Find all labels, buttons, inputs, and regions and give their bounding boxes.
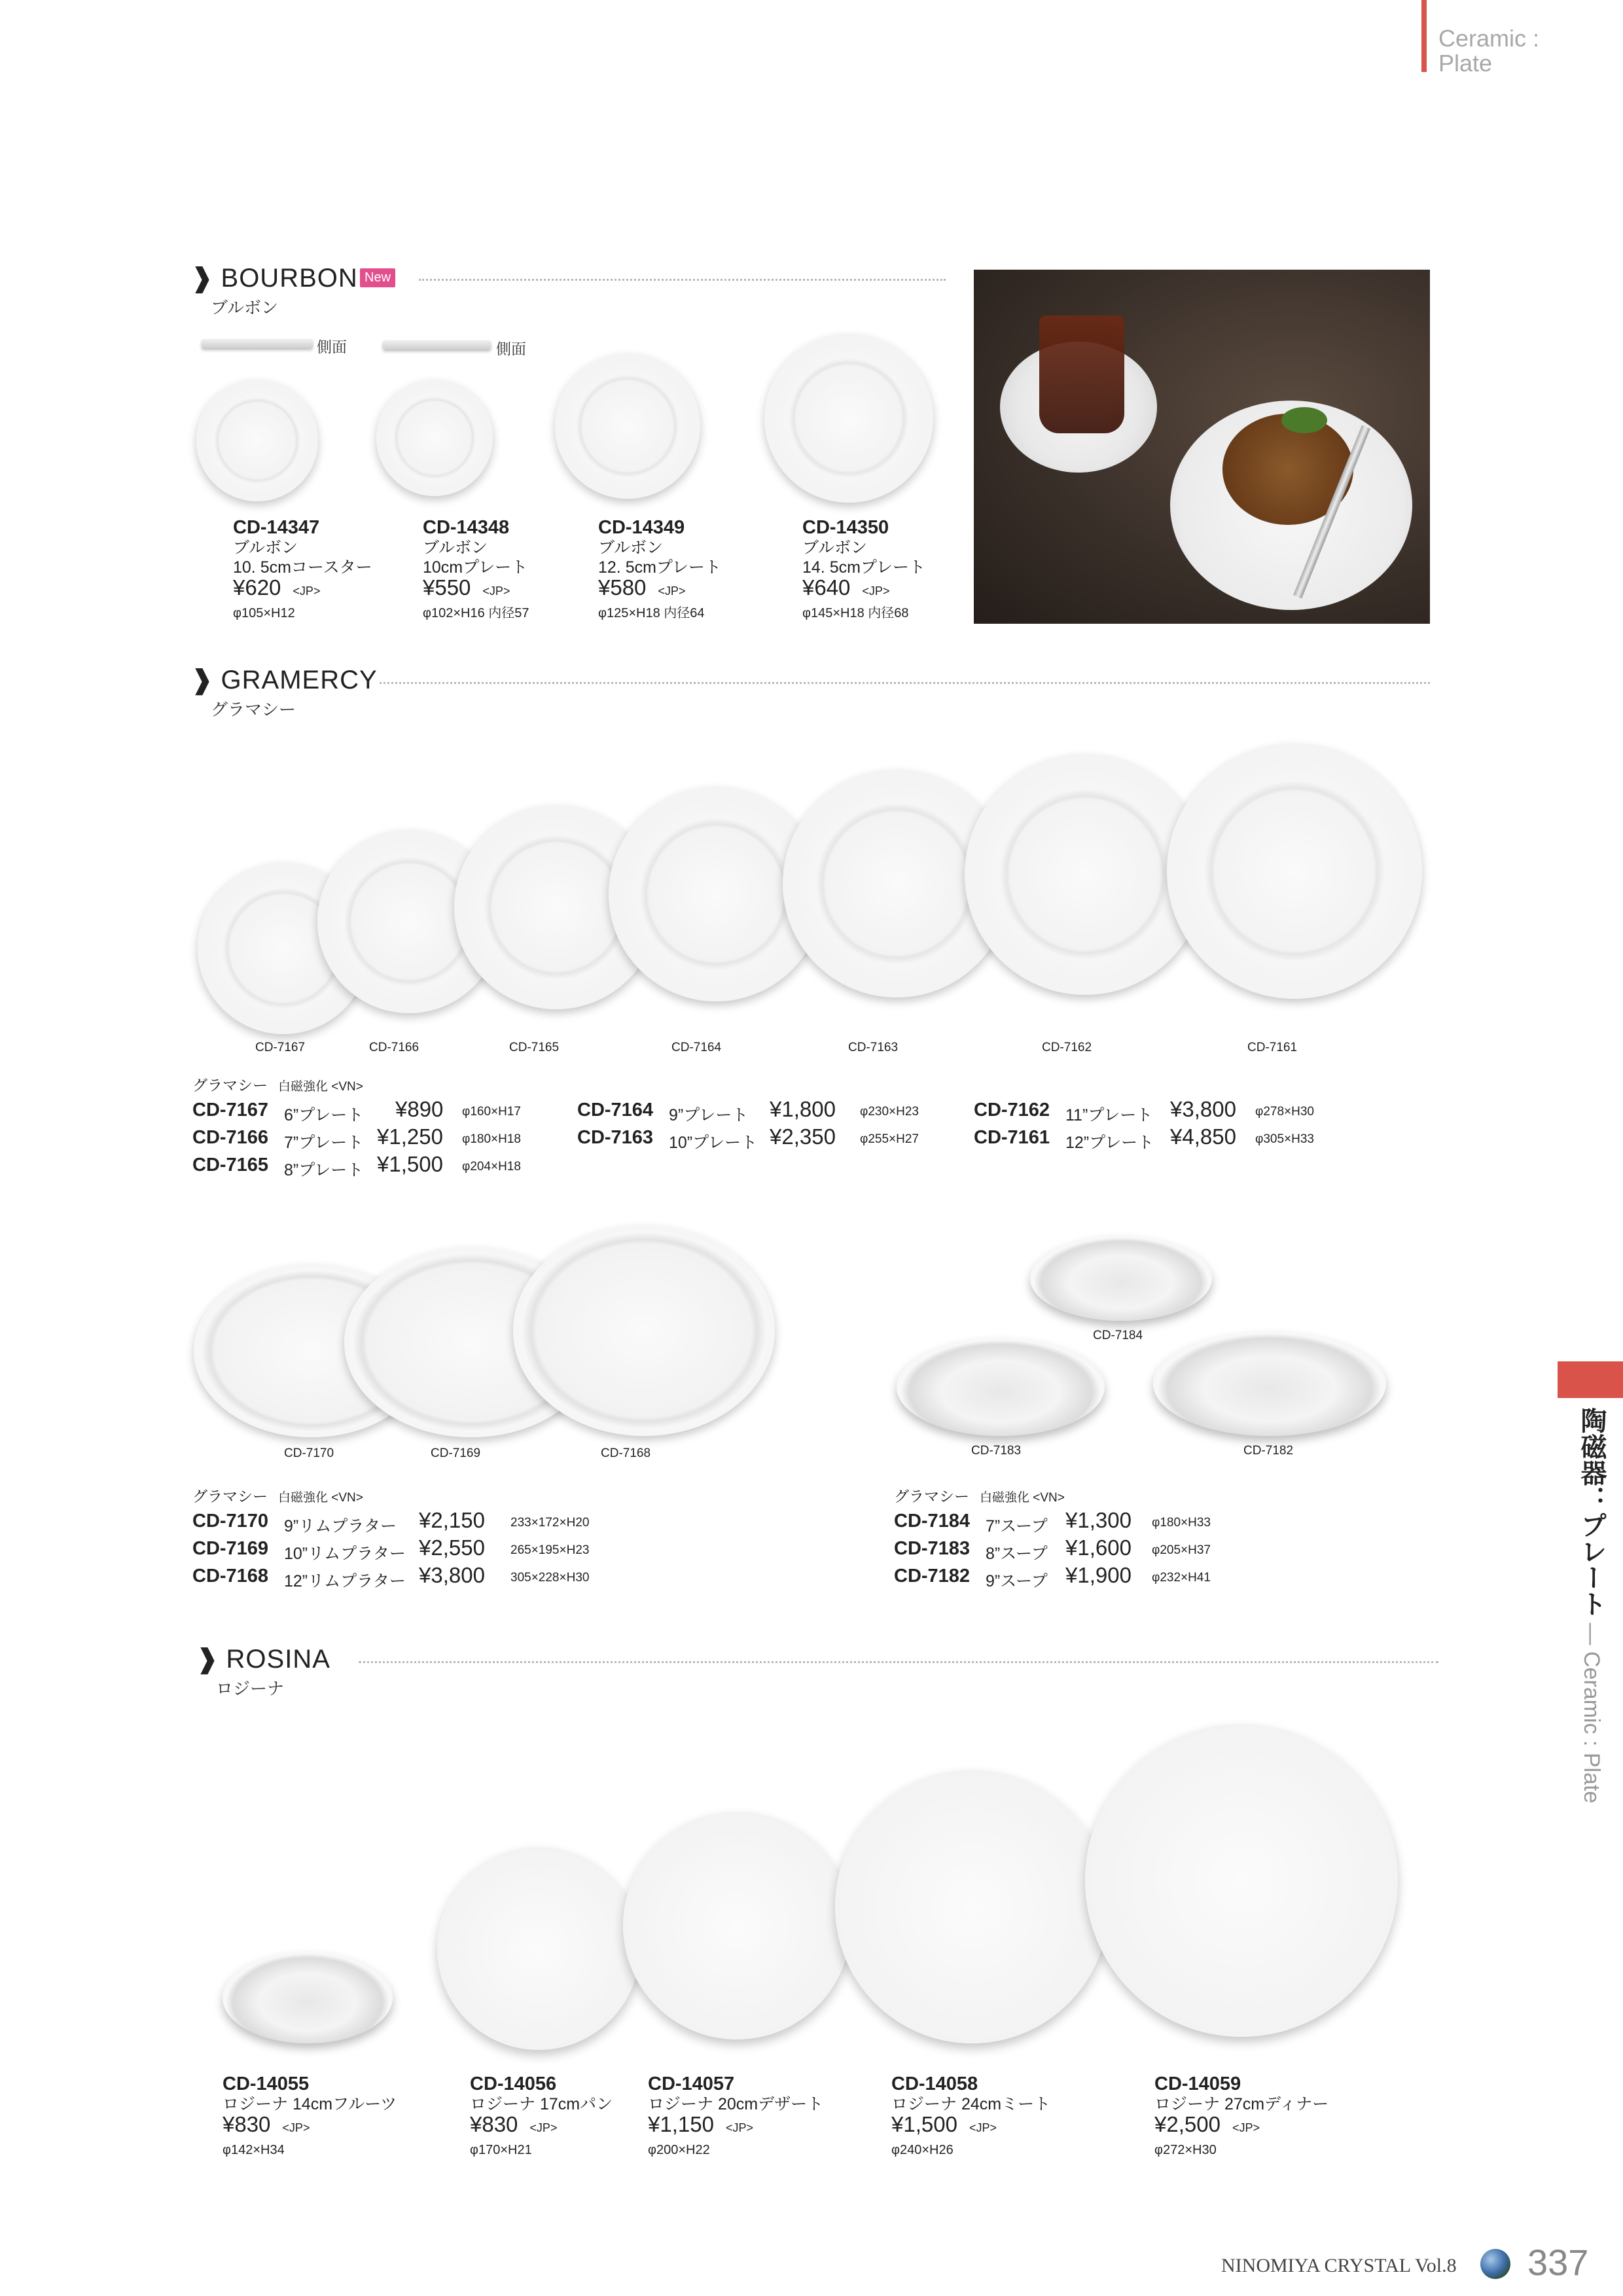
gramercy-heading (191, 665, 378, 721)
bourbon-title: BOURBON (221, 264, 358, 293)
caption-series: グラマシー (894, 1488, 969, 1505)
row-price: ¥1,900 (1065, 1563, 1132, 1587)
row-dims: φ255×H27 (860, 1132, 919, 1146)
table-caption (894, 1484, 1065, 1506)
row-name: 6”プレート (284, 1106, 364, 1124)
soup-code-label: CD-7182 (1243, 1444, 1294, 1458)
product-origin: <JP> (282, 2121, 310, 2134)
product-dimensions: φ272×H30 (1154, 2143, 1217, 2157)
row-dims: φ305×H33 (1255, 1132, 1314, 1146)
row-name: 11”プレート (1065, 1106, 1153, 1124)
row-name: 12”プレート (1065, 1134, 1154, 1152)
product-code: CD-14058 (891, 2073, 978, 2094)
row-price: ¥890 (395, 1097, 444, 1121)
row-price: ¥2,550 (419, 1535, 485, 1560)
product-price: ¥620 (233, 575, 281, 600)
side-view-plate (383, 340, 491, 350)
plate-cd-7161-image (1167, 744, 1422, 999)
plate-code-label: CD-7163 (848, 1041, 899, 1054)
row-code: CD-7183 (894, 1538, 971, 1559)
product-cd-14056 (470, 2073, 613, 2161)
bourbon-lifestyle-photo (974, 270, 1430, 624)
bourbon-coaster-image (196, 380, 318, 501)
product-code: CD-14350 (802, 517, 889, 538)
row-price: ¥2,150 (419, 1508, 485, 1532)
plate-code-label: CD-7166 (369, 1041, 419, 1054)
row-name: 7”プレート (284, 1134, 364, 1152)
side-view-label: 側面 (496, 341, 526, 358)
row-code: CD-7170 (192, 1511, 269, 1532)
row-name: 12”リムプラター (284, 1572, 406, 1590)
product-dimensions: φ142×H34 (223, 2143, 285, 2157)
gramercy-kana: グラマシー (211, 700, 296, 719)
gramercy-plates-table (192, 1073, 1436, 1178)
globe-icon (1480, 2249, 1510, 2279)
product-name: ロジーナ 20cmデザート (648, 2095, 824, 2113)
bourbon-heading (191, 263, 358, 319)
row-code: CD-7167 (192, 1100, 269, 1121)
rosina-title: ROSINA (226, 1645, 330, 1674)
product-name: ロジーナ 27cmディナー (1154, 2095, 1329, 2113)
header-accent-bar (1421, 0, 1427, 72)
product-price: ¥640 (802, 575, 851, 600)
row-name: 9”スープ (986, 1572, 1048, 1590)
product-origin: <JP> (293, 584, 321, 598)
product-code: CD-14059 (1154, 2073, 1241, 2094)
header-line-2: Plate (1438, 50, 1493, 77)
product-dimensions: φ200×H22 (648, 2143, 710, 2157)
product-name: 14. 5cmプレート (802, 558, 925, 577)
product-code: CD-14347 (233, 517, 320, 538)
soup-bowl-cd-7184-image (1030, 1236, 1212, 1321)
product-cd-14349 (598, 517, 721, 624)
product-price: ¥2,500 (1154, 2112, 1221, 2136)
row-code: CD-7168 (192, 1566, 269, 1587)
rosina-kana: ロジーナ (216, 1679, 285, 1698)
row-dims: 265×195×H23 (510, 1543, 590, 1557)
product-dimensions: φ125×H18 内径64 (598, 606, 705, 620)
product-dimensions: φ102×H16 内径57 (423, 606, 529, 620)
row-dims: 305×228×H30 (510, 1571, 590, 1585)
row-code: CD-7184 (894, 1511, 971, 1532)
platter-code-label: CD-7168 (601, 1446, 651, 1460)
row-dims: φ204×H18 (462, 1160, 521, 1174)
row-price: ¥1,800 (770, 1097, 836, 1121)
product-cd-14057 (648, 2073, 823, 2161)
product-code: CD-14348 (423, 517, 510, 538)
footer-catalog-name: NINOMIYA CRYSTAL Vol.8 (1221, 2255, 1457, 2276)
plate-code-label: CD-7164 (671, 1041, 722, 1054)
row-dims: φ160×H17 (462, 1105, 521, 1119)
row-price: ¥3,800 (419, 1563, 485, 1587)
side-label-dash: ― (1579, 1617, 1604, 1651)
bourbon-kana: ブルボン (211, 298, 278, 317)
plate-code-label: CD-7167 (255, 1041, 306, 1054)
row-code: CD-7164 (577, 1100, 654, 1121)
mint-leaf-image (1281, 407, 1327, 433)
product-origin: <JP> (482, 584, 510, 598)
product-dimensions: φ105×H12 (233, 606, 295, 620)
gramercy-soups-table (894, 1484, 1431, 1590)
row-price: ¥3,800 (1170, 1097, 1236, 1121)
product-code: CD-14349 (598, 517, 685, 538)
row-price: ¥1,600 (1065, 1535, 1132, 1560)
tea-glass-image (1039, 315, 1124, 433)
row-name: 9”プレート (669, 1106, 749, 1124)
product-cd-14350 (802, 517, 925, 624)
row-dims: φ180×H33 (1152, 1516, 1211, 1530)
row-code: CD-7165 (192, 1155, 269, 1175)
product-price: ¥550 (423, 575, 471, 600)
product-origin: <JP> (969, 2121, 997, 2134)
product-code: CD-14055 (223, 2073, 310, 2094)
product-origin: <JP> (725, 2121, 753, 2134)
product-name: ロジーナ 24cmミート (891, 2095, 1051, 2113)
soup-bowl-cd-7182-image (1153, 1331, 1386, 1436)
divider (419, 279, 946, 281)
product-price: ¥830 (470, 2112, 518, 2136)
row-price: ¥1,500 (377, 1152, 443, 1176)
product-dimensions: φ170×H21 (470, 2143, 532, 2157)
platter-code-label: CD-7170 (284, 1446, 334, 1460)
row-price: ¥1,250 (377, 1124, 443, 1149)
product-origin: <JP> (658, 584, 686, 598)
product-dimensions: φ240×H26 (891, 2143, 954, 2157)
section-arrow-icon: ❱ (191, 666, 213, 694)
product-series: ブルボン (598, 539, 664, 557)
row-dims: 233×172×H20 (510, 1516, 590, 1530)
product-origin: <JP> (862, 584, 890, 598)
product-series: ブルボン (233, 539, 298, 557)
caption-material: 白磁強化 <VN> (278, 1080, 363, 1094)
row-dims: φ232×H41 (1152, 1571, 1211, 1585)
product-code: CD-14057 (648, 2073, 735, 2094)
product-name: 12. 5cmプレート (598, 558, 721, 577)
product-price: ¥1,500 (891, 2112, 957, 2136)
product-name: ロジーナ 17cmパン (470, 2095, 613, 2113)
rosina-fruit-bowl-image (223, 1952, 393, 2043)
bourbon-12cm-plate-image (555, 353, 700, 499)
row-name: 8”スープ (986, 1545, 1048, 1563)
product-origin: <JP> (1232, 2121, 1260, 2134)
row-dims: φ205×H37 (1152, 1543, 1211, 1557)
row-code: CD-7182 (894, 1566, 971, 1587)
row-code: CD-7166 (192, 1127, 269, 1148)
product-series: ブルボン (802, 539, 868, 557)
table-caption (192, 1484, 363, 1506)
new-badge: New (360, 268, 395, 287)
bourbon-10cm-plate-image (376, 380, 493, 496)
soup-bowl-cd-7183-image (897, 1338, 1105, 1436)
side-label-en: Ceramic : Plate (1579, 1651, 1604, 1804)
side-category-label (1573, 1407, 1611, 1803)
product-name: 10cmプレート (423, 558, 528, 577)
soup-code-label: CD-7184 (1093, 1329, 1143, 1342)
plate-code-label: CD-7161 (1247, 1041, 1298, 1054)
section-arrow-icon: ❱ (191, 264, 213, 293)
side-view-plate (202, 339, 313, 348)
product-cd-14059 (1154, 2073, 1329, 2161)
product-cd-14347 (233, 517, 372, 624)
row-dims: φ180×H18 (462, 1132, 521, 1146)
side-view-label: 側面 (317, 339, 347, 356)
caption-series: グラマシー (192, 1077, 268, 1094)
product-name: ロジーナ 14cmフルーツ (223, 2095, 397, 2113)
product-cd-14055 (223, 2073, 397, 2161)
product-price: ¥1,150 (648, 2112, 714, 2136)
row-dims: φ278×H30 (1255, 1105, 1314, 1119)
rosina-24cm-image (835, 1770, 1109, 2043)
divider (359, 1661, 1438, 1663)
header-line-1: Ceramic : (1438, 25, 1540, 52)
product-origin: <JP> (529, 2121, 558, 2134)
divider (380, 682, 1430, 684)
row-name: 10”リムプラター (284, 1545, 406, 1563)
row-code: CD-7169 (192, 1538, 269, 1559)
product-series: ブルボン (423, 539, 488, 557)
bourbon-14cm-plate-image (764, 334, 933, 503)
row-code: CD-7162 (974, 1100, 1050, 1121)
product-dimensions: φ145×H18 内径68 (802, 606, 909, 620)
product-price: ¥580 (598, 575, 647, 600)
rosina-27cm-image (1085, 1724, 1398, 2037)
row-price: ¥1,300 (1065, 1508, 1132, 1532)
platter-cd-7168-image (513, 1225, 775, 1436)
row-price: ¥4,850 (1170, 1124, 1236, 1149)
section-arrow-icon: ❱ (196, 1645, 219, 1674)
soup-code-label: CD-7183 (971, 1444, 1022, 1458)
row-dims: φ230×H23 (860, 1105, 919, 1119)
plate-code-label: CD-7165 (509, 1041, 560, 1054)
rosina-heading (196, 1644, 330, 1700)
product-price: ¥830 (223, 2112, 271, 2136)
row-price: ¥2,350 (770, 1124, 836, 1149)
row-code: CD-7163 (577, 1127, 654, 1148)
product-cd-14058 (891, 2073, 1050, 2161)
row-name: 7”スープ (986, 1517, 1048, 1535)
platter-code-label: CD-7169 (431, 1446, 481, 1460)
row-name: 9”リムプラター (284, 1517, 397, 1535)
caption-material: 白磁強化 <VN> (980, 1491, 1065, 1505)
row-name: 8”プレート (284, 1161, 364, 1179)
gramercy-platters-table (192, 1484, 781, 1590)
rosina-20cm-image (623, 1812, 851, 2039)
plate-code-label: CD-7162 (1042, 1041, 1092, 1054)
row-code: CD-7161 (974, 1127, 1050, 1148)
caption-material: 白磁強化 <VN> (278, 1491, 363, 1505)
rosina-17cm-image (437, 1847, 640, 2050)
table-caption (192, 1073, 363, 1095)
caption-series: グラマシー (192, 1488, 268, 1505)
header-category (1438, 26, 1539, 76)
product-code: CD-14056 (470, 2073, 557, 2094)
side-category-tab (1558, 1361, 1623, 1398)
product-cd-14348 (423, 517, 529, 624)
row-name: 10”プレート (669, 1134, 758, 1152)
side-label-jp: 陶磁器：プレート (1577, 1407, 1606, 1617)
page-number: 337 (1527, 2242, 1589, 2283)
product-name: 10. 5cmコースター (233, 558, 372, 577)
gramercy-title: GRAMERCY (221, 666, 378, 694)
